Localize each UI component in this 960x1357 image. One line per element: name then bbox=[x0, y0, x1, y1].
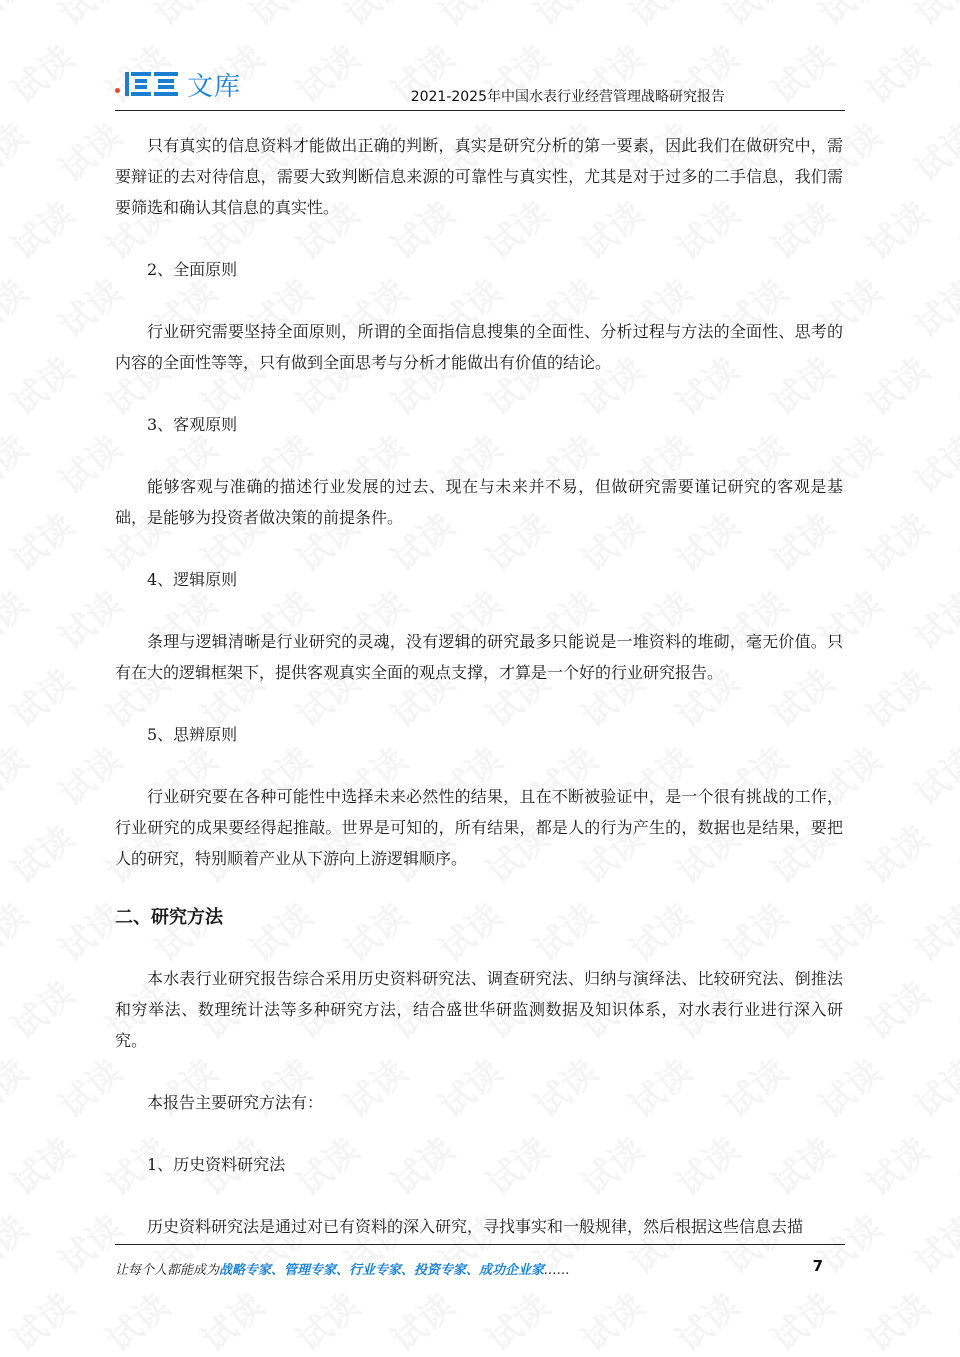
watermark-text bbox=[569, 1280, 653, 1357]
watermark-text bbox=[902, 110, 960, 191]
watermark-text bbox=[0, 266, 36, 347]
watermark-text bbox=[379, 1280, 463, 1357]
watermark-text bbox=[902, 0, 960, 35]
watermark-text bbox=[854, 344, 938, 425]
watermark-text bbox=[854, 1124, 938, 1205]
watermark-text bbox=[902, 422, 960, 503]
watermark-text bbox=[902, 1046, 960, 1127]
paragraph: 本报告主要研究方法有： bbox=[147, 1093, 324, 1112]
watermark-text bbox=[902, 734, 960, 815]
subheading: 4、逻辑原则 bbox=[147, 570, 238, 589]
watermark-text bbox=[949, 968, 960, 1049]
watermark-text bbox=[142, 0, 226, 35]
watermark-text bbox=[617, 0, 701, 35]
watermark-text bbox=[0, 0, 36, 35]
watermark-text bbox=[332, 0, 416, 35]
watermark-text bbox=[712, 0, 796, 35]
watermark-text bbox=[474, 1280, 558, 1357]
footer-slogan bbox=[115, 1259, 570, 1278]
page-header bbox=[115, 62, 845, 111]
watermark-text bbox=[949, 812, 960, 893]
watermark-text bbox=[0, 1046, 36, 1127]
watermark-text bbox=[807, 0, 891, 35]
watermark-text bbox=[854, 968, 938, 1049]
watermark-text bbox=[0, 968, 83, 1049]
watermark-text bbox=[0, 500, 83, 581]
logo-mark-icon bbox=[123, 69, 181, 99]
subheading: 3、客观原则 bbox=[147, 415, 238, 434]
watermark-text bbox=[0, 1280, 83, 1357]
footer-suffix: …… bbox=[544, 1263, 571, 1278]
page-number: 7 bbox=[812, 1257, 823, 1275]
watermark-text bbox=[854, 656, 938, 737]
watermark-text bbox=[902, 1202, 960, 1283]
watermark-text bbox=[189, 1280, 273, 1357]
watermark-text bbox=[902, 266, 960, 347]
watermark-text bbox=[0, 812, 83, 893]
watermark-text bbox=[0, 32, 83, 113]
watermark-text bbox=[854, 1280, 938, 1357]
watermark-text bbox=[0, 734, 36, 815]
watermark-text bbox=[427, 0, 511, 35]
watermark-text bbox=[854, 188, 938, 269]
paragraph: 本水表行业研究报告综合采用历史资料研究法、调查研究法、归纳与演绎法、比较研究法、倒推法和穷举法、数理统计法等多种研究方法，结合盛世华研监测数据及知识体系，对水表行业进行深入研究。 bbox=[115, 969, 843, 1050]
watermark-text bbox=[47, 0, 131, 35]
watermark-text bbox=[854, 32, 938, 113]
report-title: 2021-2025年中国水表行业经营管理战略研究报告 bbox=[410, 89, 725, 105]
paragraph: 条理与逻辑清晰是行业研究的灵魂，没有逻辑的研究最多只能说是一堆资料的堆砌，毫无价值。只有在大的逻辑框架下，提供客观真实全面的观点支撑，才算是一个好的行业研究报告。 bbox=[115, 632, 843, 682]
watermark-text bbox=[0, 1124, 83, 1205]
paragraph: 行业研究需要坚持全面原则，所谓的全面指信息搜集的全面性、分析过程与方法的全面性、思考的内容的全面性等等，只有做到全面思考与分析才能做出有价值的结论。 bbox=[115, 322, 843, 372]
watermark-text bbox=[759, 1280, 843, 1357]
watermark-text bbox=[237, 0, 321, 35]
watermark-text bbox=[949, 32, 960, 113]
paragraph: 行业研究要在各种可能性中选择未来必然性的结果，且在不断被验证中，是一个很有挑战的工作，行业研究的成果要经得起推敲。世界是可知的，所有结果，都是人的行为产生的，数据也是结果，要把人的研究，特别顺着产业从下游向上游逻辑顺序。 bbox=[115, 787, 843, 868]
watermark-text bbox=[664, 1280, 748, 1357]
logo-text: 文库 bbox=[187, 71, 242, 102]
watermark-text bbox=[949, 1280, 960, 1357]
watermark-text bbox=[949, 1124, 960, 1205]
paragraph: 只有真实的信息资料才能做出正确的判断，真实是研究分析的第一要素，因此我们在做研究中，需要辩证的去对待信息，需要大致判断信息来源的可靠性与真实性，尤其是对于过多的二手信息，我们需要筛选和确认其信息的真实性。 bbox=[115, 136, 843, 217]
footer-highlight: 战略专家、管理专家、行业专家、投资专家、成功企业家 bbox=[219, 1263, 545, 1278]
brand-logo bbox=[115, 66, 241, 102]
logo-dots-icon bbox=[115, 88, 120, 93]
page-footer bbox=[115, 1244, 845, 1278]
watermark-text bbox=[854, 500, 938, 581]
paragraph: 能够客观与准确的描述行业发展的过去、现在与未来并不易，但做研究需要谨记研究的客观是基础，是能够为投资者做决策的前提条件。 bbox=[115, 477, 843, 527]
section-heading: 二、研究方法 bbox=[115, 907, 223, 928]
document-body bbox=[115, 130, 843, 1242]
watermark-text bbox=[902, 578, 960, 659]
watermark-text bbox=[522, 0, 606, 35]
subheading: 2、全面原则 bbox=[147, 260, 238, 279]
watermark-text bbox=[0, 110, 36, 191]
watermark-text bbox=[902, 890, 960, 971]
watermark-text bbox=[949, 188, 960, 269]
watermark-text bbox=[94, 1280, 178, 1357]
watermark-text bbox=[0, 656, 83, 737]
subheading: 1、历史资料研究法 bbox=[147, 1155, 286, 1174]
watermark-text bbox=[0, 344, 83, 425]
watermark-text bbox=[0, 890, 36, 971]
watermark-text bbox=[949, 656, 960, 737]
watermark-text bbox=[854, 812, 938, 893]
watermark-text bbox=[0, 188, 83, 269]
watermark-text bbox=[949, 500, 960, 581]
watermark-text bbox=[0, 422, 36, 503]
paragraph: 历史资料研究法是通过对已有资料的深入研究，寻找事实和一般规律，然后根据这些信息去描 bbox=[147, 1217, 804, 1236]
watermark-text bbox=[949, 344, 960, 425]
watermark-text bbox=[0, 1202, 36, 1283]
watermark-text bbox=[284, 1280, 368, 1357]
watermark-text bbox=[0, 578, 36, 659]
footer-prefix: 让每个人都能成为 bbox=[115, 1263, 220, 1278]
subheading: 5、思辨原则 bbox=[147, 725, 238, 744]
